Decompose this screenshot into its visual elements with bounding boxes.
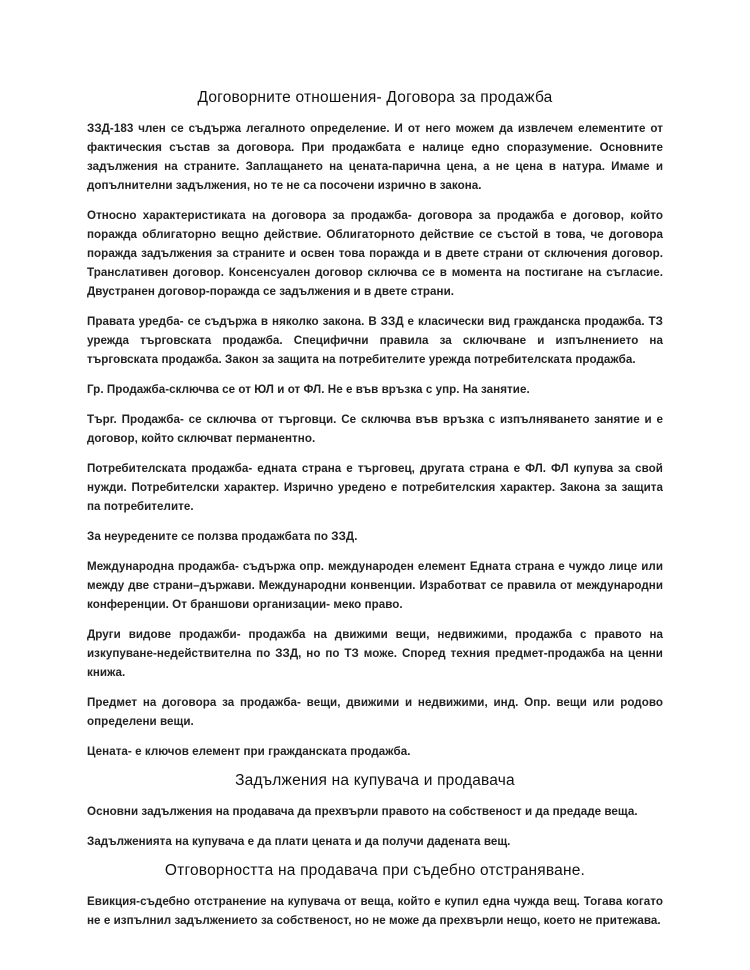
- paragraph-buyer-obligations: Задълженията на купувача е да плати цената и да получи дадената вещ.: [87, 835, 511, 848]
- paragraph-characteristics: Относно характеристиката на договора за продажба- договора за продажба е договор, който поражда облигаторно вещно действие. Облигаторното действие се състой в това, че договора поражда задължения за страните и освен това поражда и в двете страни от сключения договор. Транслативен договор. Консенсуален договор сключва се в момента на постигане на съгласие. Двустранен договор-поражда се задължения и в двете страни.: [87, 209, 663, 298]
- paragraph-other-sale-types: Други видове продажби- продажба на движими вещи, недвижими, продажба с правото на изкупуване-недействителна по ЗЗД, но по ТЗ може. Според техния предмет-продажба на ценни книжа.: [87, 628, 663, 679]
- paragraph-seller-obligations: Основни задължения на продавача да прехвърли правото на собственост и да предаде веща.: [87, 805, 638, 818]
- section-heading-obligations: Задължения на купувача и продавача: [235, 772, 515, 789]
- document-page: [87, 89, 663, 941]
- document-title: Договорните отношения- Договора за продажба: [197, 89, 553, 106]
- paragraph-legal-framework: Правата уредба- се съдържа в няколко закона. В ЗЗД е класически вид гражданска продажба. ТЗ урежда търговската продажба. Специфични правила за сключване и изпълнението на търговската продажба. Закон за защита на потребителите урежда потребителската продажба.: [87, 315, 663, 366]
- paragraph-subject-of-contract: Предмет на договора за продажба- вещи, движими и недвижими, инд. Опр. вещи или родово определени вещи.: [87, 696, 663, 728]
- paragraph-commercial-sale: Търг. Продажба- се сключва от търговци. Се сключва във връзка с изпълняването занятие и е договор, който сключват перманентно.: [87, 413, 663, 445]
- paragraph-international-sale: Международна продажба- съдържа опр. международен елемент Едната страна е чуждо лице или между две страни–държави. Международни конвенции. Изработват се правила от международни конференции. От браншови организации- меко право.: [87, 560, 663, 611]
- paragraph-unregulated: За неуредените се ползва продажбата по ЗЗД.: [87, 530, 358, 543]
- paragraph-price: Цената- е ключов елемент при гражданската продажба.: [87, 745, 411, 758]
- paragraph-civil-sale: Гр. Продажба-сключва се от ЮЛ и от ФЛ. Не е във връзка с упр. На занятие.: [87, 383, 530, 396]
- section-heading-eviction-liability: Отговорността на продавача при съдебно отстраняване.: [164, 862, 586, 879]
- paragraph-consumer-sale: Потребителската продажба- едната страна е търговец, другата страна е ФЛ. ФЛ купува за свой нужди. Потребителски характер. Изрично уредено е потребителския характер. Закона за защита па потребителите.: [87, 462, 663, 513]
- paragraph-legal-definition: ЗЗД-183 член се съдържа легалното определение. И от него можем да извлечем елементите от фактическия състав за договора. При продажбата е налице едно споразумение. Основните задължения на страните. Заплащането на цената-парична цена, а не цена в натура. Имаме и допълнителни задължения, но те не са посочени изрично в закона.: [87, 122, 663, 192]
- paragraph-eviction: Евикция-съдебно отстранение на купувача от веща, който е купил една чужда вещ. Тогава когато не е изпълнил задължението за собственост, но не може да прехвърли нещо, което не притежава.: [87, 895, 663, 927]
